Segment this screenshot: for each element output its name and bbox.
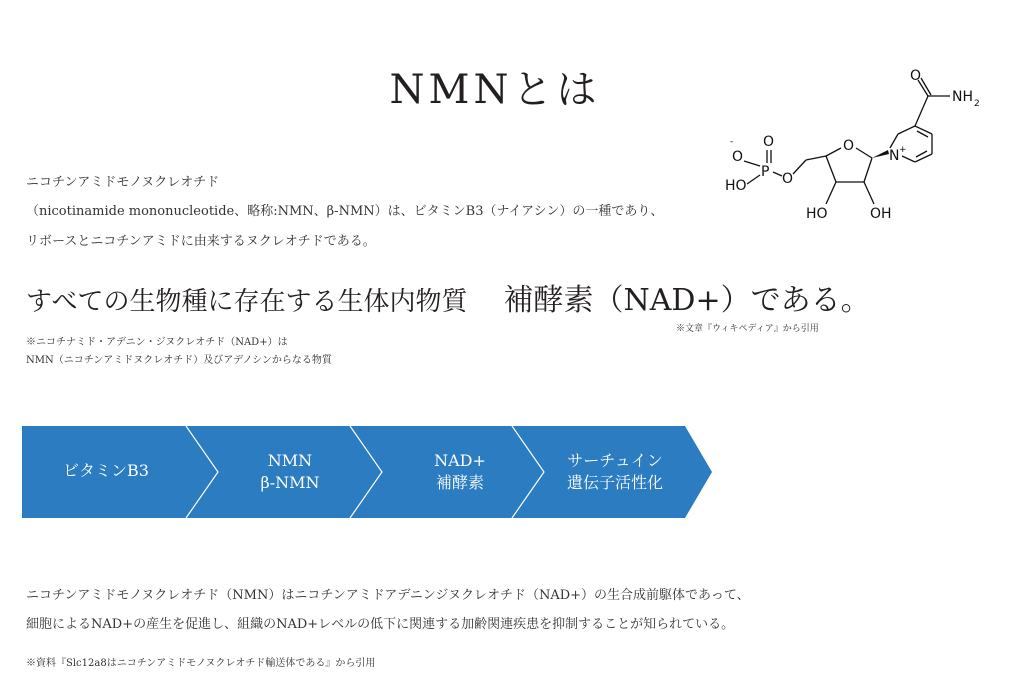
headline xyxy=(26,275,871,319)
wikipedia-citation: ※文章『ウィキペディア』から引用 xyxy=(676,324,819,334)
pyridinium-charge: + xyxy=(899,145,907,155)
flow-step-sirtuin xyxy=(515,450,715,494)
amide-nh: NH xyxy=(952,89,973,105)
headline-emphasis: 補酵素（NAD+）である。 xyxy=(503,283,871,318)
nad-note-line-2: NMN（ニコチンアミドヌクレオチド）及びアデノシンからなる物質 xyxy=(26,355,332,366)
flow-step-line: NAD+ xyxy=(434,451,486,470)
phosphate-o-minus: O xyxy=(732,149,744,165)
phosphate-o-double: O xyxy=(763,134,775,150)
research-citation: ※資料『Slc12a8はニコチンアミドモノヌクレオチド輸送体である』から引用 xyxy=(26,658,376,669)
description-line-1: ニコチンアミドモノヌクレオチド xyxy=(26,175,220,190)
hydroxyl-right: OH xyxy=(870,206,892,222)
flow-step-vitamin-b3 xyxy=(22,460,190,482)
flow-step-line: NMN xyxy=(267,451,313,470)
paragraph-line-2: 細胞によるNAD+の産生を促進し、組織のNAD+レベルの低下に関連する加齢関連疾患を抑制することが知られている。 xyxy=(26,617,735,632)
ester-oxygen: O xyxy=(782,171,794,187)
description-line-2: （nicotinamide mononucleotide、略称:NMN、β-NMN）は、ビタミンB3（ナイアシン）の一種であり、 xyxy=(26,204,664,219)
amide-subscript: 2 xyxy=(974,99,980,109)
page-title: NMNとは xyxy=(389,67,601,113)
phosphate-ho: HO xyxy=(725,178,747,194)
flow-step-line: サーチュイン xyxy=(567,451,663,470)
flow-step-line: β-NMN xyxy=(260,473,320,492)
flow-step-line: 遺伝子活性化 xyxy=(566,473,663,492)
description-line-3: リボースとニコチンアミドに由来するヌクレオチドである。 xyxy=(26,234,376,249)
hydroxyl-left: HO xyxy=(806,206,828,222)
phosphorus: P xyxy=(761,164,770,180)
nad-note-line-1: ※ニコチナミド・アデニン・ジヌクレオチド（NAD+）は xyxy=(26,337,288,348)
amide-oxygen: O xyxy=(910,68,922,84)
nmn-structure-diagram xyxy=(718,66,988,226)
flow-step-line: 補酵素 xyxy=(435,473,484,492)
flow-step-line: ビタミンB3 xyxy=(63,461,149,480)
pyridinium-nitrogen: N xyxy=(889,148,900,164)
phosphate-minus: - xyxy=(730,137,734,147)
paragraph-line-1: ニコチンアミドモノヌクレオチド（NMN）はニコチンアミドアデニンジヌクレオチド（NAD+）の生合成前駆体であって、 xyxy=(26,588,750,603)
headline-main: すべての生物種に存在する生体内物質 xyxy=(26,287,468,317)
ring-oxygen: O xyxy=(843,138,855,154)
